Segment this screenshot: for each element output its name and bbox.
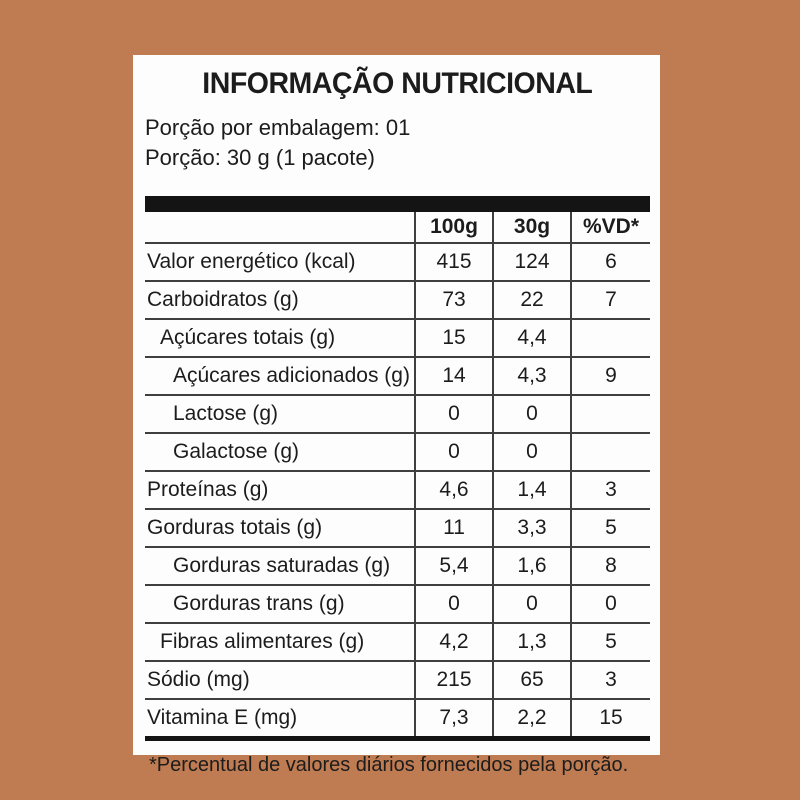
- nutrient-row: [145, 509, 650, 547]
- serving-size: Porção: 30 g (1 pacote): [145, 145, 375, 170]
- row-value-100g: 4,2: [415, 623, 493, 661]
- bottom-divider-bar: [145, 736, 650, 741]
- row-value-100g: 5,4: [415, 547, 493, 585]
- row-label: Açúcares adicionados (g): [145, 357, 415, 395]
- row-label: Vitamina E (mg): [147, 706, 298, 729]
- row-value-30g: 4,4: [493, 319, 571, 357]
- row-value-vd: 8: [571, 547, 650, 585]
- nutrient-row: [145, 395, 650, 433]
- row-label: Galactose (g): [145, 433, 415, 471]
- row-label: Lactose (g): [145, 395, 415, 433]
- row-value-100g: 215: [415, 661, 493, 699]
- row-value-30g: 1,6: [493, 547, 571, 585]
- row-value-100g: 15: [415, 319, 493, 357]
- row-value-100g: 7,3: [415, 699, 493, 736]
- daily-value-footnote: *Percentual de valores diários fornecidos pela porção.: [149, 754, 629, 776]
- row-value-100g: 14: [415, 357, 493, 395]
- nutrient-row: [145, 433, 650, 471]
- nutrient-row: [145, 471, 650, 509]
- nutrient-row: [145, 281, 650, 319]
- row-value-30g: 1,3: [493, 623, 571, 661]
- row-value-vd: 0: [571, 585, 650, 623]
- header-percent-dv: %VD*: [571, 212, 650, 243]
- row-value-vd: 15: [571, 699, 650, 736]
- row-value-vd: [571, 319, 650, 357]
- row-value-100g: 0: [415, 395, 493, 433]
- nutrition-label-card: [133, 55, 660, 776]
- row-value-vd: [571, 433, 650, 471]
- nutrient-row: [145, 319, 650, 357]
- nutrient-row: [145, 699, 650, 736]
- row-label: Sódio (mg): [145, 661, 415, 699]
- nutrition-table-header: [145, 212, 650, 243]
- row-value-100g: 415: [415, 243, 493, 281]
- row-value-30g: 0: [493, 433, 571, 471]
- nutrient-row: [145, 623, 650, 661]
- row-label: Gorduras trans (g): [145, 585, 415, 623]
- row-value-30g: 3,3: [493, 509, 571, 547]
- top-divider-bar: [145, 196, 650, 212]
- nutrient-row: [145, 357, 650, 395]
- header-nutrient: [145, 212, 415, 243]
- row-label: Valor energético (kcal): [145, 243, 415, 281]
- header-row: [145, 212, 650, 243]
- row-label: Açúcares totais (g): [145, 319, 415, 357]
- row-value-100g: 4,6: [415, 471, 493, 509]
- row-value-100g: 11: [415, 509, 493, 547]
- row-value-vd: 3: [571, 471, 650, 509]
- nutrient-row: [145, 243, 650, 281]
- servings-per-package: Porção por embalagem: 01: [145, 115, 411, 140]
- row-value-30g: 1,4: [493, 471, 571, 509]
- row-value-30g: 0: [493, 585, 571, 623]
- row-value-100g: 0: [415, 585, 493, 623]
- row-value-30g: 2,2: [493, 699, 571, 736]
- row-value-30g: 22: [493, 281, 571, 319]
- row-value-30g: 65: [493, 661, 571, 699]
- row-value-vd: 7: [571, 281, 650, 319]
- row-value-vd: 5: [571, 509, 650, 547]
- row-value-vd: [571, 395, 650, 433]
- row-label: Gorduras saturadas (g): [145, 547, 415, 585]
- nutrient-row: [145, 585, 650, 623]
- nutrition-table-body: [145, 243, 650, 736]
- label-title: [145, 67, 650, 101]
- row-label: Carboidratos (g): [145, 281, 415, 319]
- header-per-30g: 30g: [493, 212, 571, 243]
- row-value-100g: 73: [415, 281, 493, 319]
- row-label: Proteínas (g): [145, 471, 415, 509]
- row-label: Gorduras totais (g): [145, 509, 415, 547]
- row-value-vd: 3: [571, 661, 650, 699]
- row-value-vd: 9: [571, 357, 650, 395]
- nutrient-row: [145, 661, 650, 699]
- row-value-100g: 0: [415, 433, 493, 471]
- nutrient-row: [145, 547, 650, 585]
- row-label: Fibras alimentares (g): [145, 623, 415, 661]
- label-title-text: INFORMAÇÃO NUTRICIONAL: [202, 67, 593, 100]
- header-per-100g: 100g: [415, 212, 493, 243]
- row-value-vd: 5: [571, 623, 650, 661]
- serving-info: [145, 113, 650, 173]
- nutrition-table: [145, 212, 650, 736]
- row-value-30g: 0: [493, 395, 571, 433]
- row-value-vd: 6: [571, 243, 650, 281]
- row-value-30g: 4,3: [493, 357, 571, 395]
- row-value-30g: 124: [493, 243, 571, 281]
